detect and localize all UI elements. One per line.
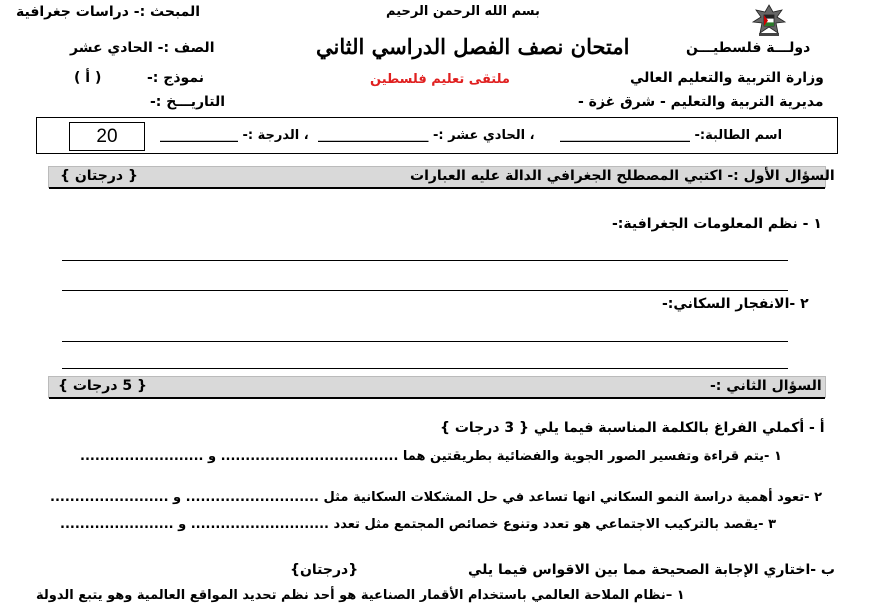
- basmala: بسم الله الرحمن الرحيم: [386, 4, 540, 19]
- exam-title: امتحان نصف الفصل الدراسي الثاني: [316, 34, 630, 59]
- q1-item-1: ١ - نظم المعلومات الجغرافية:-: [612, 216, 822, 232]
- q2-title: السؤال الثاني :-: [710, 378, 822, 394]
- q2-part-a-item-2: ٢ -تعود أهمية دراسة النمو السكاني انها تساعد في حل المشكلات السكانية مثل ........................... و ........................: [50, 490, 823, 505]
- palestine-emblem-icon: [749, 2, 789, 38]
- country-label: دولـــة فلسطيـــن: [686, 40, 811, 56]
- answer-line[interactable]: [62, 341, 788, 342]
- total-score-box: 20: [69, 122, 145, 151]
- answer-line[interactable]: [62, 290, 788, 291]
- model-value: ( أ ): [74, 70, 102, 86]
- q2-part-b-marks: {درجتان}: [290, 562, 359, 578]
- grade-label: الصف :- الحادي عشر: [70, 40, 215, 56]
- q1-title: السؤال الأول :- اكتبي المصطلح الجغرافي الدالة عليه العبارات: [410, 168, 835, 184]
- q1-marks: { درجتان }: [60, 168, 138, 184]
- ministry-label: وزارة التربية والتعليم العالي: [630, 70, 824, 86]
- q2-marks: { 5 درجات }: [58, 378, 147, 394]
- date-label: التاريـــخ :-: [150, 94, 226, 110]
- forum-label: ملتقى تعليم فلسطين: [370, 72, 510, 87]
- score-field[interactable]: ، الدرجة :- ____________: [160, 128, 309, 143]
- q2-part-a-title: أ - أكملي الفراغ بالكلمة المناسبة فيما يلي { 3 درجات }: [440, 420, 825, 436]
- q2-part-a-item-1: ١ -يتم قراءة وتفسير الصور الجوية والفضائية بطريقتين هما .................................... و .........................: [80, 449, 782, 464]
- q2-part-b-item-1: ١ –نظام الملاحة العالمي باستخدام الأقمار الصناعية هو أحد نظم تحديد المواقع العالمية وهو يتبع الدولة: [36, 588, 685, 603]
- answer-line[interactable]: [62, 260, 788, 261]
- subject-label: المبحث :- دراسات جغرافية: [16, 4, 201, 20]
- model-label: نموذج :-: [147, 70, 204, 86]
- q2-part-b-title: ب -اختاري الإجابة الصحيحة مما بين الاقواس فيما يلي: [468, 562, 836, 578]
- q1-item-2: ٢ -الانفجار السكاني:-: [662, 296, 809, 312]
- answer-line[interactable]: [62, 368, 788, 369]
- directorate-label: مديرية التربية والتعليم - شرق غزة -: [578, 94, 824, 110]
- q2-part-a-item-3: ٣ -يقصد بالتركيب الاجتماعي هو تعدد وتنوع خصائص المجتمع مثل تعدد ............................ و .......................: [60, 517, 776, 532]
- class-field[interactable]: ، الحادي عشر :- _________________: [318, 128, 535, 143]
- student-name-field[interactable]: اسم الطالبة:- ____________________: [560, 128, 783, 143]
